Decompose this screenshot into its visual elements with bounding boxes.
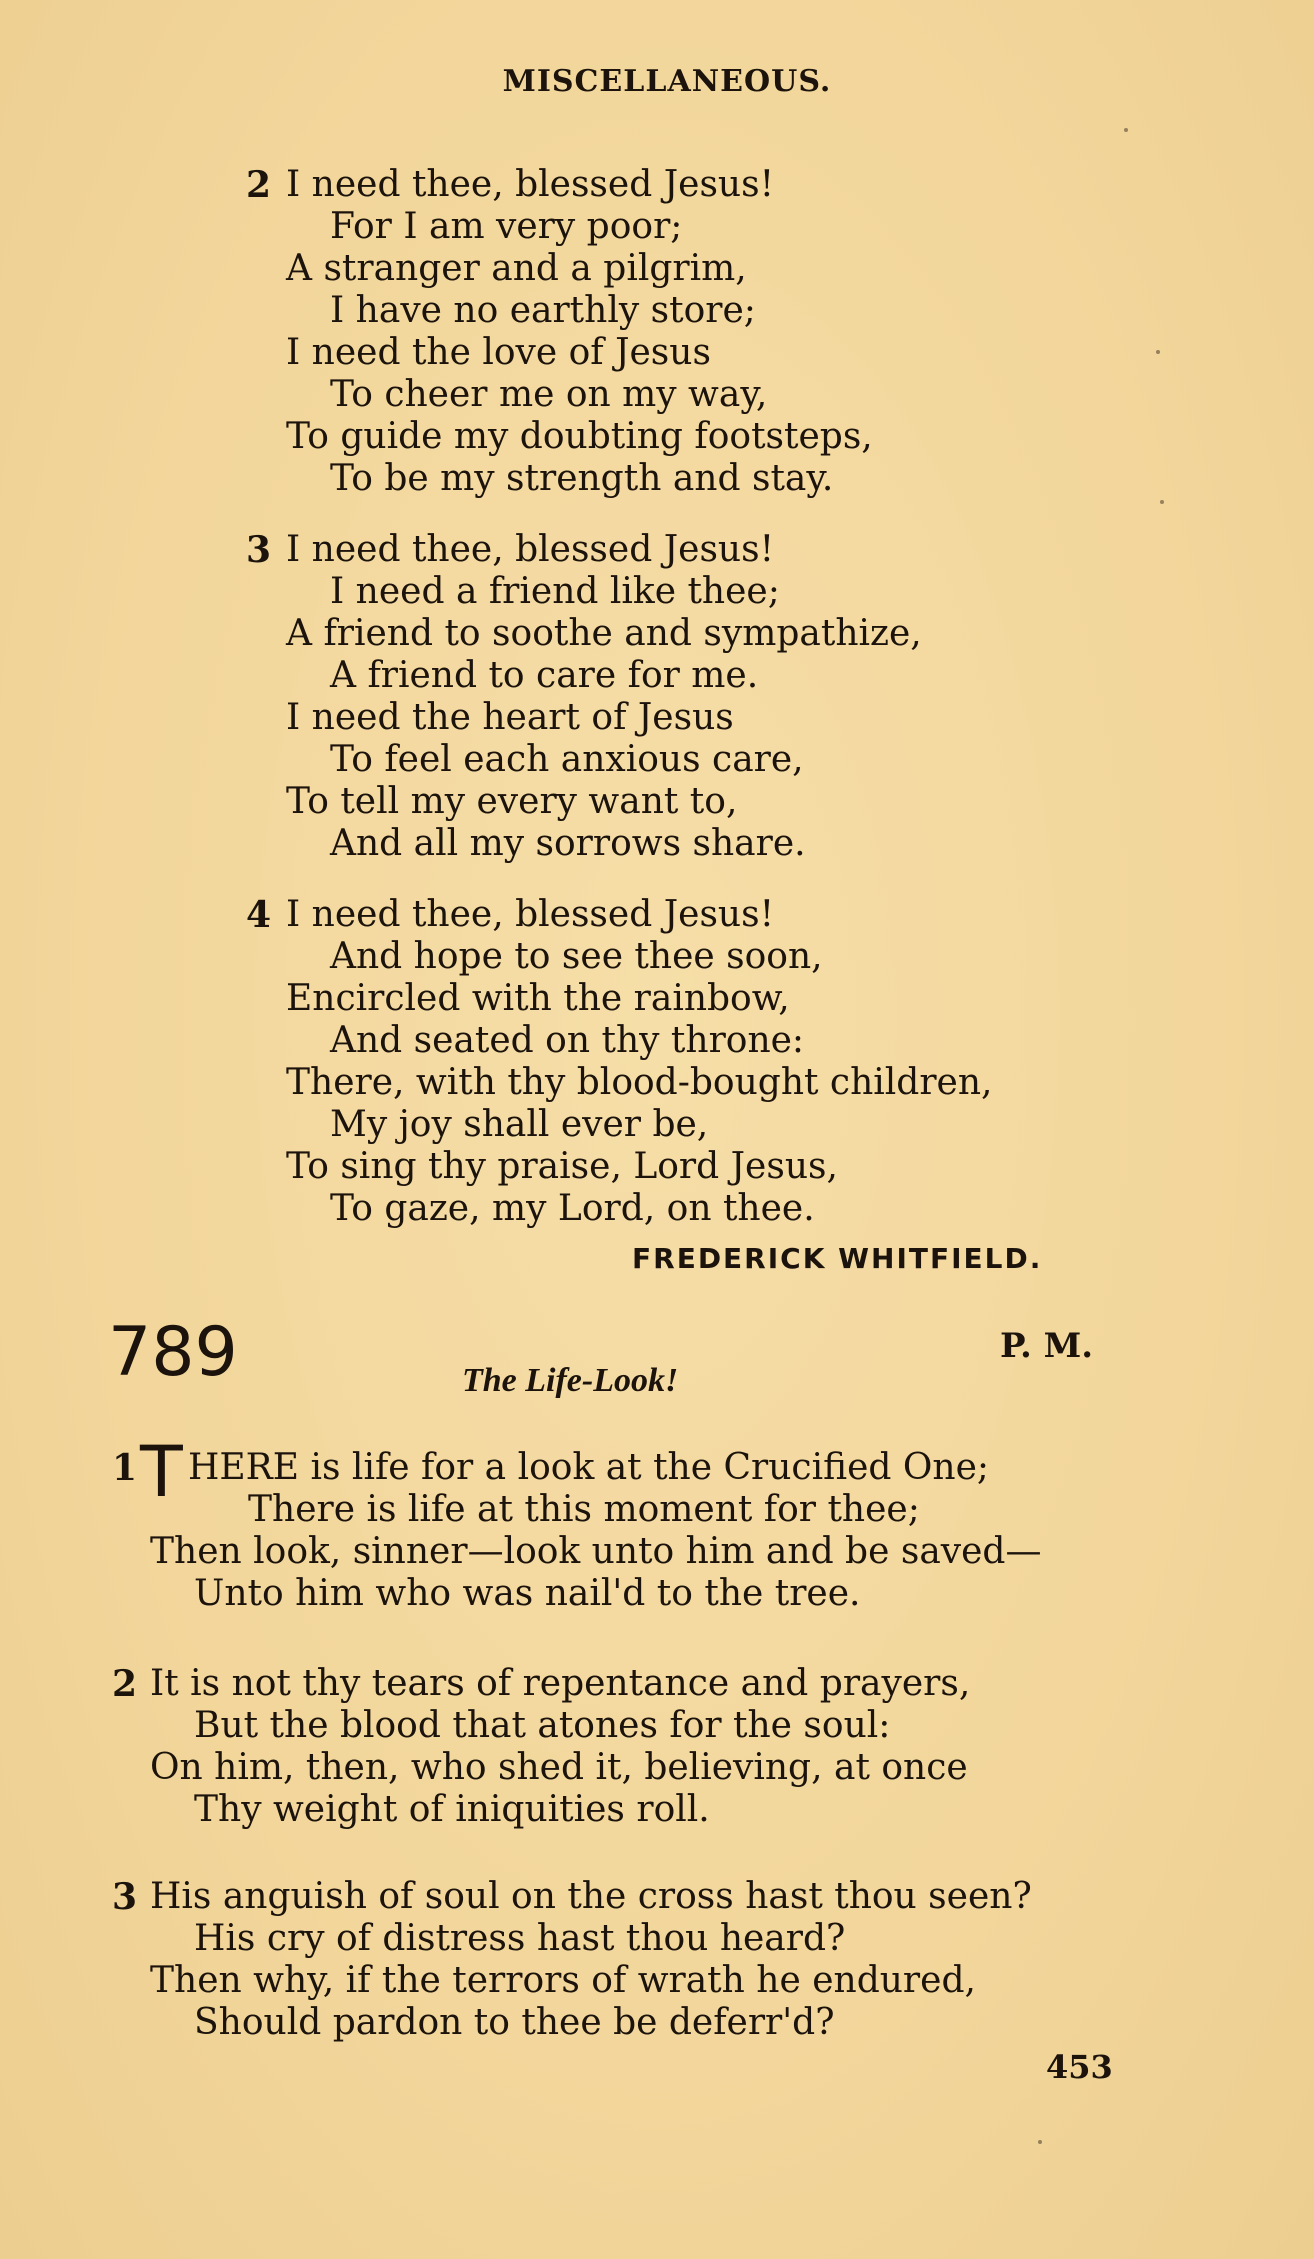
paper-speck [1156, 350, 1160, 354]
verse-number: 1 [112, 1447, 138, 1489]
verse-line: My joy shall ever be, [330, 1104, 709, 1145]
hymn-number: 789 [108, 1313, 238, 1392]
verse-line: Should pardon to thee be deferr'd? [194, 2002, 835, 2043]
verse-line: HERE is life for a look at the Crucified One; [188, 1447, 990, 1488]
verse-line: His cry of distress hast thou heard? [194, 1918, 846, 1959]
verse-line: To gaze, my Lord, on thee. [330, 1188, 815, 1229]
verse-line: It is not thy tears of repentance and prayers, [150, 1663, 971, 1704]
verse-line: There is life at this moment for thee; [248, 1489, 920, 1530]
verse-line: To feel each anxious care, [330, 739, 804, 780]
hymn-meter: P. M. [1000, 1326, 1094, 1366]
paper-speck [1124, 128, 1128, 132]
verse-line: I need a friend like thee; [330, 571, 780, 612]
verse-line: Then why, if the terrors of wrath he endured, [150, 1960, 976, 2001]
verse-line: But the blood that atones for the soul: [194, 1705, 891, 1746]
verse-number: 3 [246, 529, 272, 571]
verse-line: Then look, sinner—look unto him and be saved— [150, 1531, 1042, 1572]
verse-line: I need thee, blessed Jesus! [286, 164, 775, 205]
verse-line: To sing thy praise, Lord Jesus, [286, 1146, 838, 1187]
verse-line: I need thee, blessed Jesus! [286, 529, 775, 570]
verse-line: A friend to care for me. [330, 655, 759, 696]
verse-number: 3 [112, 1876, 138, 1918]
verse-line: To be my strength and stay. [330, 458, 834, 499]
verse-line: A friend to soothe and sympathize, [286, 613, 922, 654]
verse-number: 2 [112, 1663, 138, 1705]
verse-number: 2 [246, 164, 272, 206]
verse-line: For I am very poor; [330, 206, 683, 247]
verse-line: I have no earthly store; [330, 290, 756, 331]
verse-line: I need thee, blessed Jesus! [286, 894, 775, 935]
verse-line: To tell my every want to, [286, 781, 738, 822]
hymn-title: The Life-Look! [462, 1362, 679, 1399]
page-header: MISCELLANEOUS. [502, 64, 832, 99]
verse-line: A stranger and a pilgrim, [286, 248, 747, 289]
verse-line: On him, then, who shed it, believing, at once [150, 1747, 968, 1788]
verse-line: I need the love of Jesus [286, 332, 711, 373]
verse-line: Unto him who was nail'd to the tree. [194, 1573, 861, 1614]
drop-cap: T [140, 1431, 183, 1513]
verse-line: And seated on thy throne: [330, 1020, 805, 1061]
paper-speck [1160, 500, 1164, 504]
verse-line: And hope to see thee soon, [330, 936, 823, 977]
verse-line: To cheer me on my way, [330, 374, 768, 415]
verse-line: To guide my doubting footsteps, [286, 416, 873, 457]
verse-line: I need the heart of Jesus [286, 697, 734, 738]
verse-line: There, with thy blood-bought children, [286, 1062, 993, 1103]
verse-line: Encircled with the rainbow, [286, 978, 790, 1019]
verse-line: Thy weight of iniquities roll. [194, 1789, 710, 1830]
verse-number: 4 [246, 894, 272, 936]
verse-line: His anguish of soul on the cross hast thou seen? [150, 1876, 1032, 1917]
hymn-author: FREDERICK WHITFIELD. [632, 1242, 1043, 1275]
page-number: 453 [1046, 2048, 1113, 2086]
paper-speck [1038, 2140, 1042, 2144]
verse-line: And all my sorrows share. [330, 823, 806, 864]
